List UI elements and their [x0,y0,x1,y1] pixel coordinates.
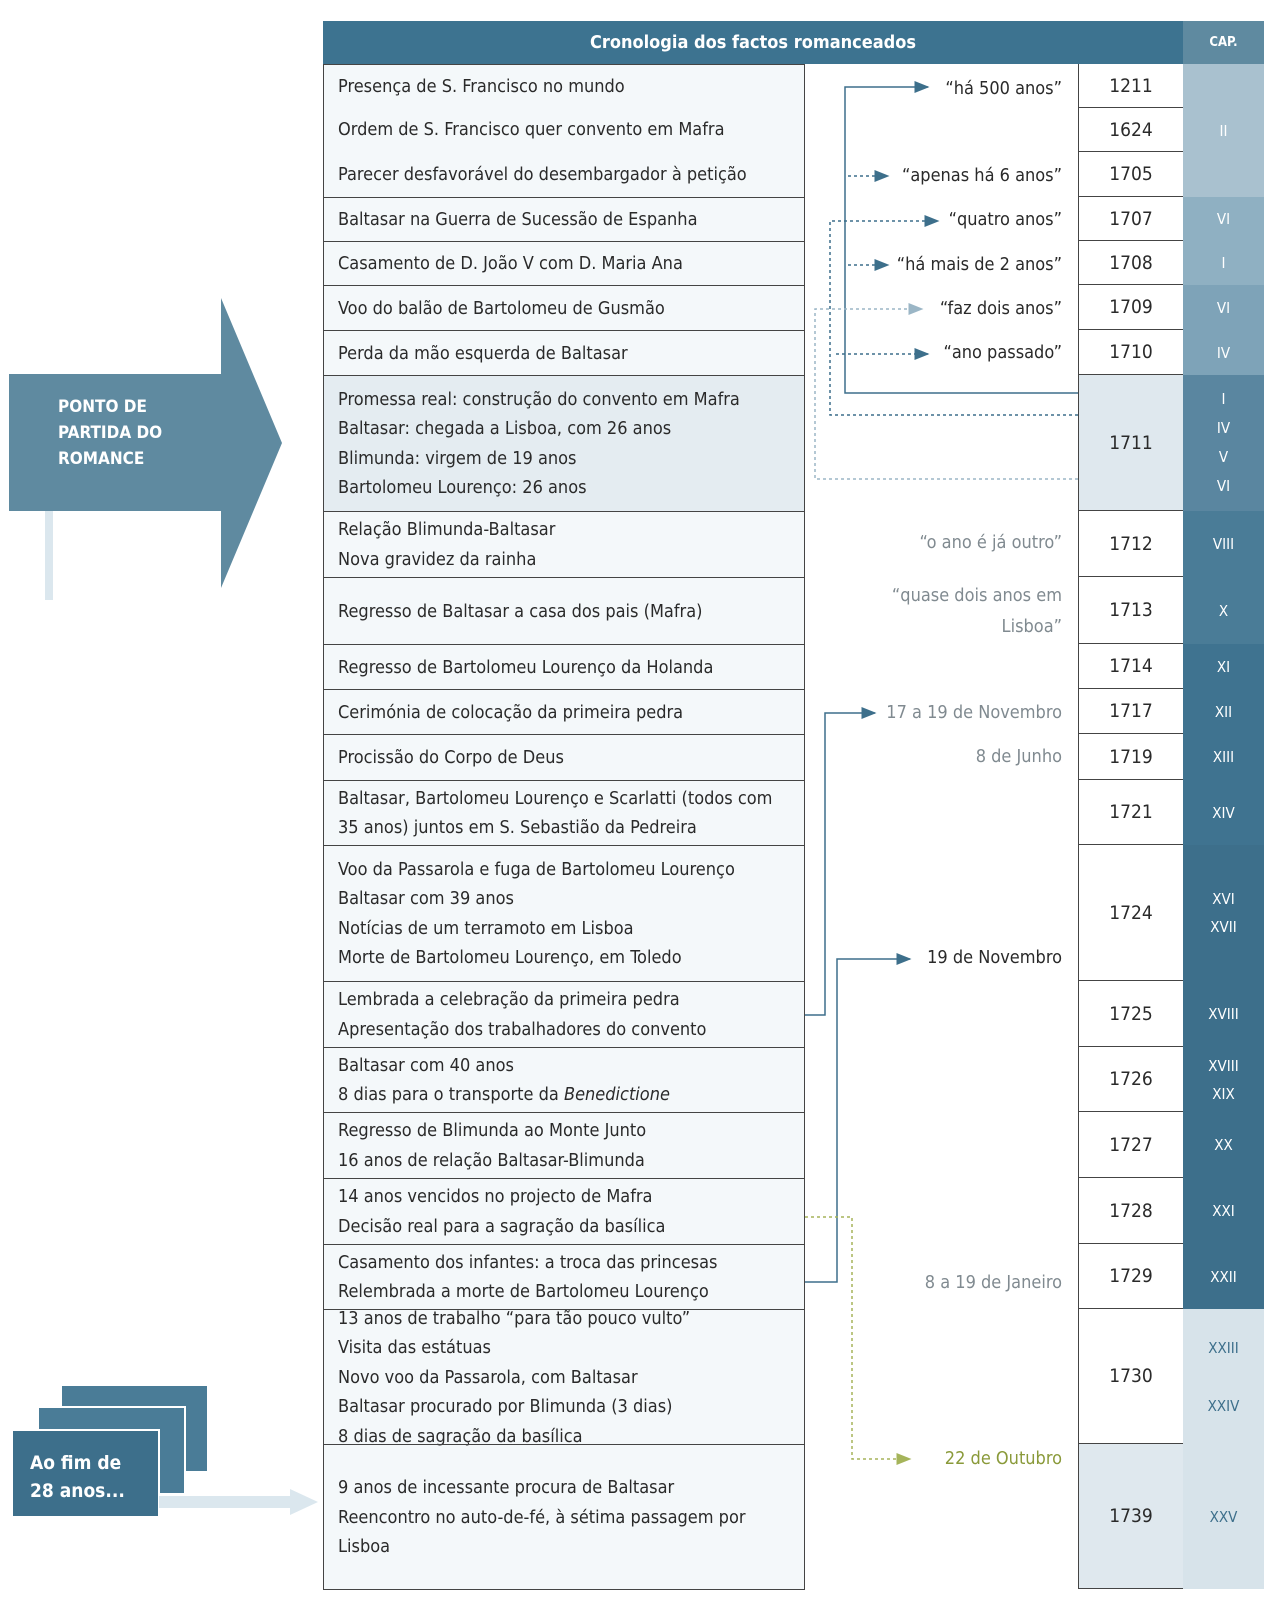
chapter-column-header: CAP. [1183,21,1264,64]
quote-text: 22 de Outubro [944,1448,1062,1469]
event-text: Nova gravidez da rainha [338,548,537,570]
year-cell: 1712 [1078,511,1184,577]
event-text: Apresentação dos trabalhadores do convento [338,1018,707,1040]
event-text: 35 anos) juntos em S. Sebastião da Pedreira [338,817,697,839]
chapter-label: XIX [1212,1084,1235,1103]
chapter-label: XIII [1212,748,1235,766]
year-cell: 1728 [1078,1178,1184,1244]
chapter-label: XXIV [1207,1396,1240,1415]
event-text: Notícias de um terramoto em Lisboa [338,917,634,939]
chapter-label: II [1219,121,1228,140]
chapter-label: XVIII [1208,1056,1239,1075]
chapter-label: XVIII [1208,1005,1239,1023]
event-text: Reencontro no auto-de-fé, à sétima passagem por [338,1506,746,1528]
year-cell: 1721 [1078,780,1184,845]
event-text: Baltasar com 39 anos [338,888,514,910]
event-text: Decisão real para a sagração da basílica [338,1215,666,1237]
chapter-label: V [1218,448,1229,466]
event-text: Baltasar: chegada a Lisboa, com 26 anos [338,418,672,440]
year-cell: 1705 [1078,152,1184,197]
chapter-label: XII [1214,702,1233,721]
event-text: 8 dias de sagração da basílica [338,1425,583,1447]
chapter-label: X [1218,601,1229,620]
event-text: Visita das estátuas [338,1337,491,1358]
event-text: Procissão do Corpo de Deus [338,747,564,768]
year-cell: 1708 [1078,241,1184,285]
event-text: Parecer desfavorável do desembargador à petição [338,163,747,185]
year-cell: 1727 [1078,1112,1184,1178]
year-cell: 1717 [1078,689,1184,734]
year-cell: 1624 [1078,108,1184,152]
event-text: Voo da Passarola e fuga de Bartolomeu Lourenço [338,858,735,880]
event-text: Baltasar procurado por Blimunda (3 dias) [338,1396,673,1417]
year-cell: 1711 [1078,375,1184,511]
event-text: Baltasar com 40 anos [338,1054,514,1076]
event-text: 13 anos de trabalho “para tão pouco vulto” [338,1307,691,1329]
year-cell: 1707 [1078,197,1184,241]
event-text: Ordem de S. Francisco quer convento em Mafra [338,119,725,140]
event-text: 16 anos de relação Baltasar-Blimunda [338,1149,645,1171]
event-text: Bartolomeu Lourenço: 26 anos [338,477,587,499]
quote-text: Lisboa” [1001,616,1062,637]
chapter-label: XVI [1212,890,1235,908]
event-text: Casamento de D. João V com D. Maria Ana [338,253,683,274]
chapter-label: IV [1216,343,1231,362]
chapter-label: XVII [1210,918,1237,936]
quote-text: “ano passado” [943,342,1062,363]
quote-text: 19 de Novembro [927,947,1062,968]
chapter-label: VI [1216,298,1231,317]
year-cell: 1726 [1078,1047,1184,1112]
quote-text: “há 500 anos” [945,78,1062,99]
chapter-label: VIII [1212,535,1235,553]
event-text: Lisboa [338,1536,391,1557]
chapter-label: I [1221,390,1226,408]
quote-text: 17 a 19 de Novembro [886,702,1062,723]
year-cell: 1730 [1078,1309,1184,1444]
end-label: Ao fim de 28 anos... [30,1452,125,1502]
chapter-label: IV [1216,419,1231,437]
event-text: Relação Blimunda-Baltasar [338,519,556,541]
quote-text: 8 a 19 de Janeiro [924,1272,1062,1293]
event-text: Baltasar, Bartolomeu Lourenço e Scarlatti (todos com [338,787,773,809]
event-text: Morte de Bartolomeu Lourenço, em Toledo [338,947,682,969]
table-title: Cronologia dos factos romanceados [323,21,1183,64]
year-cell: 1729 [1078,1244,1184,1309]
quote-text: “faz dois anos” [939,298,1062,319]
year-cell: 1724 [1078,845,1184,981]
year-cell: 1719 [1078,734,1184,780]
event-text: 8 dias para o transporte da Benedictione [338,1084,670,1106]
quote-text: “quase dois anos em [891,585,1062,606]
chapter-label: XIV [1212,803,1235,822]
chapter-label: XXII [1210,1267,1237,1286]
event-text: Blimunda: virgem de 19 anos [338,447,577,469]
year-cell: 1713 [1078,577,1184,644]
quote-text: “há mais de 2 anos” [896,254,1062,275]
start-label: PONTO DE PARTIDA DO ROMANCE [58,397,163,469]
year-cell: 1714 [1078,644,1184,689]
year-cell: 1739 [1078,1444,1184,1589]
chapter-label: XXV [1209,1507,1238,1526]
event-text: Casamento dos infantes: a troca das princesas [338,1251,718,1273]
quote-text: “quatro anos” [948,209,1062,230]
event-text: Novo voo da Passarola, com Baltasar [338,1366,638,1388]
event-text: Baltasar na Guerra de Sucessão de Espanha [338,209,698,230]
event-text: 9 anos de incessante procura de Baltasar [338,1477,675,1498]
year-cell: 1709 [1078,285,1184,330]
chapter-label: I [1221,254,1226,272]
event-text: Voo do balão de Bartolomeu de Gusmão [338,297,665,319]
chapter-label: XXIII [1208,1338,1239,1357]
event-text: Regresso de Bartolomeu Lourenço da Holanda [338,656,714,678]
chapter-label: XXI [1212,1202,1235,1220]
event-text: Presença de S. Francisco no mundo [338,76,625,97]
event-text: Cerimónia de colocação da primeira pedra [338,701,684,723]
year-cell: 1725 [1078,981,1184,1047]
year-cell: 1211 [1078,64,1184,108]
year-cell: 1710 [1078,330,1184,375]
quote-text: “apenas há 6 anos” [901,165,1062,186]
quote-text: 8 de Junho [975,746,1062,767]
chapter-label: VI [1216,477,1231,495]
chapter-label: XX [1214,1136,1233,1154]
event-text: 14 anos vencidos no projecto de Mafra [338,1186,653,1208]
quote-text: “o ano é já outro” [919,532,1062,553]
event-text: Perda da mão esquerda de Baltasar [338,342,628,364]
chapter-label: VI [1216,210,1231,228]
event-text: Relembrada a morte de Bartolomeu Lourenço [338,1281,709,1303]
event-text: Regresso de Blimunda ao Monte Junto [338,1120,647,1142]
event-text: Promessa real: construção do convento em Mafra [338,388,740,410]
chapter-label: XI [1216,657,1231,676]
event-text: Lembrada a celebração da primeira pedra [338,989,680,1011]
event-text: Regresso de Baltasar a casa dos pais (Mafra) [338,600,703,622]
